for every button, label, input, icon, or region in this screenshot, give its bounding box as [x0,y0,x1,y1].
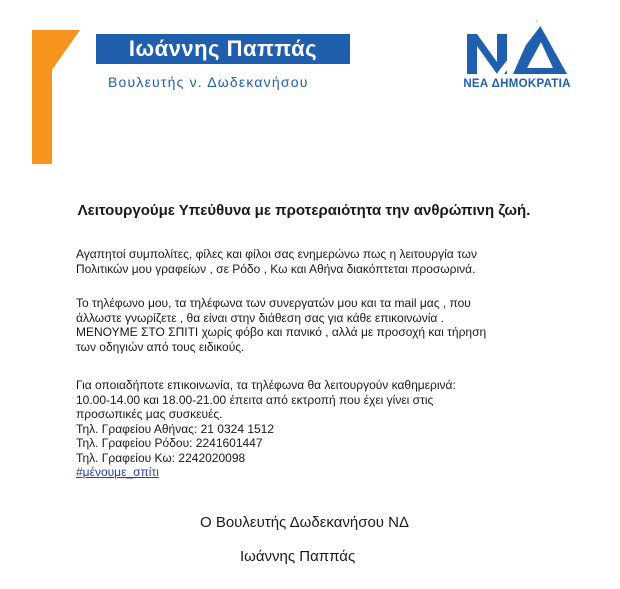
orange-accent-triangle [52,30,80,70]
letterhead [0,0,620,170]
party-name: ΝΕΑ ΔΗΜΟΚΡΑΤΙΑ [463,78,571,90]
name-banner [96,34,350,64]
orange-accent-bar [32,30,52,164]
signature-title: Ο Βουλευτής Δωδεκανήσου ΝΔ [200,514,410,531]
athens-office-phone: Τηλ. Γραφείου Αθήνας: 21 0324 1512 [76,421,275,436]
rhodes-office-phone: Τηλ. Γραφείου Ρόδου: 2241601447 [76,436,263,450]
text-line: 10.00-14.00 και 18.00-21.00 έπειτα από εκτροπή που έχει γίνει στις [76,392,434,407]
text-line: προσωπικές μας συσκευές. [76,407,223,421]
kos-office-phone: Τηλ. Γραφείου Κω: 2242020098 [76,450,246,465]
paragraph-greeting [76,247,546,276]
text-line: Αγαπητοί συμπολίτες, φίλες και φίλοι σας ενημερώνω πως η λειτουργία των [76,247,477,261]
text-line: άλλωστε γνωρίζετε , θα είναι στην διάθεση σας για κάθε επικοινωνία . [76,310,444,325]
hashtag-link[interactable]: #μένουμε_σπίτι [76,465,159,479]
announcement-heading: Λειτουργούμε Υπεύθυνα με προτεραιότητα την ανθρώπινη ζωή. [77,202,531,219]
text-line: Για οποιαδήποτε επικοινωνία, τα τηλέφωνα θα λειτουργούν καθημερινά: [76,378,456,392]
paragraph-contact-availability [76,296,546,354]
text-line: Το τηλέφωνο μου, τα τηλέφωνα των συνεργατών μου και τα mail μας , που [76,296,471,310]
text-line: των οδηγιών από τους ειδικούς. [76,339,245,354]
paragraph-phone-numbers [76,378,546,480]
mp-name: Ιωάννης Παππάς [128,36,318,61]
text-line: Πολιτικών μου γραφείων , σε Ρόδο , Κω και Αθήνα διακόπτεται προσωρινά. [76,261,476,276]
signature-name: Ιωάννης Παππάς [240,548,356,565]
text-line: ΜΕΝΟΥΜΕ ΣΤΟ ΣΠΙΤΙ χωρίς φόβο και πανικό , αλλά με προσοχή και τήρηση [76,325,487,339]
mp-subtitle: Βουλευτής ν. Δωδεκανήσου [108,74,309,90]
